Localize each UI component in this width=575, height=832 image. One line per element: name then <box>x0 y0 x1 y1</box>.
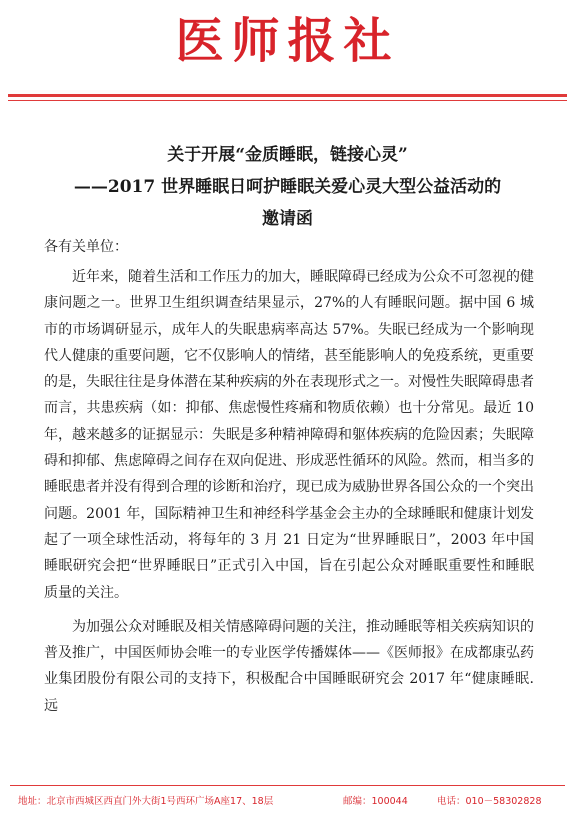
masthead-rule-thick <box>8 94 567 97</box>
document-title-line-2: ——2017 世界睡眠日呵护睡眠关爱心灵大型公益活动的 <box>73 177 502 197</box>
masthead-rule-thin <box>8 100 567 101</box>
footer-address: 地址：北京市西城区西直门外大街1号西环广场A座17、18层 <box>18 796 274 807</box>
masthead-title: 医师报社 <box>175 13 400 69</box>
letterhead-footer <box>0 793 575 811</box>
body-paragraph-1: 近年来，随着生活和工作压力的加大，睡眠障碍已经成为公众不可忽视的健康问题之一。世界卫生组织调查结果显示，27%的人有睡眠问题。据中国 6 城市的市场调研显示，成年人的失眠患病率高达 57%。失眠已经成为一个影响现代人健康的重要问题，它不仅影响人的情绪，甚至能影响人的免疫系统，更重要的是，失眠往往是身体潜在某种疾病的外在表现形式之一。对慢性失眠障碍患者而言，共患疾病（如：抑郁、焦虑慢性疼痛和物质依赖）也十分常见。最近 10 年，越来越多的证据显示：失眠是多种精神障碍和躯体疾病的危险因素；失眠障碍和抑郁、焦虑障碍之间存在双向促进、形成恶性循环的风险。然而，相当多的睡眠患者并没有得到合理的诊断和治疗，现已成为威胁世界各国公众的一个突出问题。2001 年，国际精神卫生和神经科学基金会主办的全球睡眠和健康计划发起了一项全球性活动，将每年的 3 月 21 日定为“世界睡眠日”，2003 年中国睡眠研究会把“世界睡眠日”正式引入中国，旨在引起公众对睡眠重要性和睡眠质量的关注。 <box>44 269 534 601</box>
footer-phone: 电话：010－58302828 <box>437 796 542 807</box>
letter-body <box>44 264 534 719</box>
footer-rule <box>10 785 565 786</box>
footer-postcode: 邮编：100044 <box>343 796 408 807</box>
body-paragraph-2: 为加强公众对睡眠及相关情感障碍问题的关注，推动睡眠等相关疾病知识的普及推广，中国医师协会唯一的专业医学传播媒体——《医师报》在成都康弘药业集团股份有限公司的支持下，积极配合中国睡眠研究会 2017 年“健康睡眠.远 <box>44 618 534 714</box>
salutation: 各有关单位： <box>44 239 128 255</box>
document-title-line-1: 关于开展“金质睡眠，链接心灵” <box>167 145 408 165</box>
document-title-line-3: 邀请函 <box>262 209 313 229</box>
